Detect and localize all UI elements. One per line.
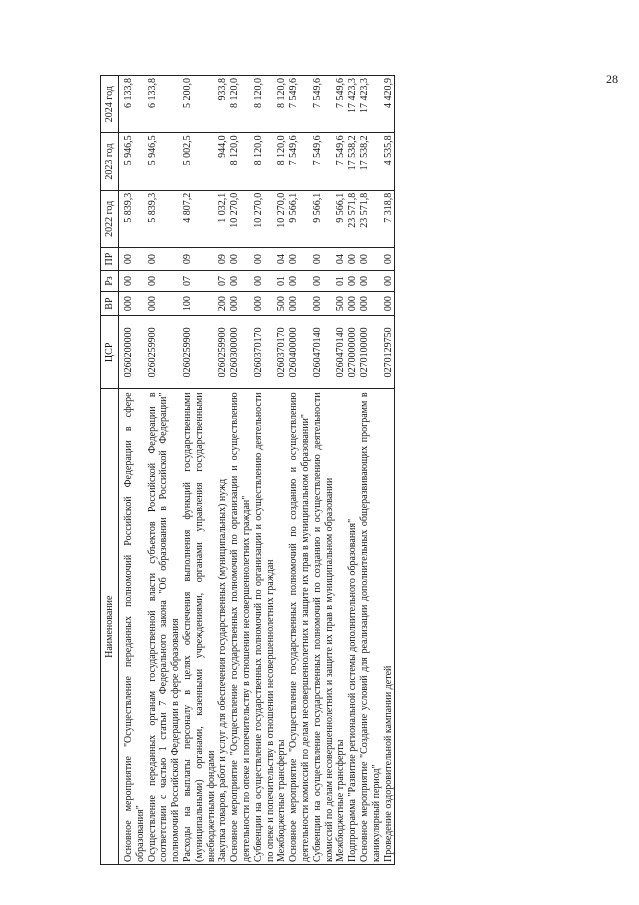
row-2022-cell: 10 270,0 [253, 190, 277, 247]
row-2024-cell: 7 549,6 [335, 76, 347, 133]
row-vr-cell: 000 [123, 291, 147, 315]
row-csr-cell: 0260470140 [312, 316, 336, 389]
row-2023-cell: 8 120,0 [253, 133, 277, 190]
row-2024-cell: 5 200,0 [182, 76, 217, 133]
row-2024-cell: 7 549,6 [288, 76, 312, 133]
row-pr-cell: 09 [182, 248, 217, 271]
page-number: 28 [606, 72, 618, 86]
row-pr-cell: 00 [383, 248, 395, 271]
budget-table [100, 75, 395, 865]
row-2023-cell: 5 002,5 [182, 133, 217, 190]
row-2024-cell: 17 423,3 [359, 76, 383, 133]
row-rz-cell: 00 [147, 271, 182, 292]
row-name-cell: Проведение оздоровительной кампании детей [383, 389, 395, 865]
row-name-cell: Субвенции на осуществление государственных полномочий по созданию и осуществлению деятельности комиссий по делам несовершеннолетних и защите их прав в муниципальном образовании [312, 389, 336, 865]
row-2022-cell: 23 571,8 [347, 190, 359, 247]
row-2022-cell: 23 571,8 [359, 190, 383, 247]
row-2022-cell: 9 566,1 [288, 190, 312, 247]
row-2024-cell: 8 120,0 [276, 76, 288, 133]
row-pr-cell: 04 [276, 248, 288, 271]
row-rz-cell: 01 [276, 271, 288, 292]
table-row [288, 76, 312, 865]
row-name-cell: Основное мероприятие "Создание условий для реализации дополнительных общеразвивающих программ в каникулярный период" [359, 389, 383, 865]
row-2023-cell: 8 120,0 [229, 133, 253, 190]
table-row [335, 76, 347, 865]
header-name: Наименование [101, 389, 119, 865]
table-row [276, 76, 288, 865]
row-2022-cell: 1 032,1 [217, 190, 229, 247]
row-csr-cell: 0260300000 [229, 316, 253, 389]
header-vr: ВР [101, 291, 119, 315]
table-row [229, 76, 253, 865]
row-2024-cell: 8 120,0 [253, 76, 277, 133]
header-2022: 2022 год [101, 190, 119, 247]
row-csr-cell: 0260470140 [335, 316, 347, 389]
row-pr-cell: 00 [347, 248, 359, 271]
row-2023-cell: 8 120,0 [276, 133, 288, 190]
row-2024-cell: 17 423,3 [347, 76, 359, 133]
row-name-cell: Субвенции на осуществление государственных полномочий по организации и осуществлению деятельности по опеке и попечительству в отношении несовершеннолетних граждан [253, 389, 277, 865]
row-2022-cell: 9 566,1 [335, 190, 347, 247]
row-vr-cell: 500 [276, 291, 288, 315]
row-csr-cell: 0260259900 [217, 316, 229, 389]
row-csr-cell: 0270000000 [347, 316, 359, 389]
row-vr-cell: 000 [229, 291, 253, 315]
table-header [101, 76, 119, 865]
row-pr-cell: 00 [359, 248, 383, 271]
row-csr-cell: 0260370170 [253, 316, 277, 389]
row-rz-cell: 00 [229, 271, 253, 292]
row-pr-cell: 04 [335, 248, 347, 271]
row-pr-cell: 00 [312, 248, 336, 271]
row-vr-cell: 000 [359, 291, 383, 315]
row-2022-cell: 10 270,0 [229, 190, 253, 247]
row-rz-cell: 00 [347, 271, 359, 292]
row-2023-cell: 4 535,8 [383, 133, 395, 190]
row-rz-cell: 00 [288, 271, 312, 292]
row-rz-cell: 00 [312, 271, 336, 292]
row-rz-cell: 01 [335, 271, 347, 292]
row-pr-cell: 00 [288, 248, 312, 271]
row-2022-cell: 7 318,8 [383, 190, 395, 247]
row-vr-cell: 500 [335, 291, 347, 315]
row-2023-cell: 5 946,5 [147, 133, 182, 190]
table-row [359, 76, 383, 865]
row-2023-cell: 17 538,2 [359, 133, 383, 190]
table-row [253, 76, 277, 865]
row-2024-cell: 6 133,8 [147, 76, 182, 133]
table-row [383, 76, 395, 865]
row-csr-cell: 0260259900 [182, 316, 217, 389]
table-row [217, 76, 229, 865]
row-rz-cell: 00 [123, 271, 147, 292]
row-2022-cell: 10 270,0 [276, 190, 288, 247]
row-name-cell: Осуществление переданных органам государственной власти субъектов Российской Федерации в соответствии с частью 1 статьи 7 Федерального закона "Об образовании в Российской Федерации" полномочий Российской Федерации в сфере образования [147, 389, 182, 865]
header-2023: 2023 год [101, 133, 119, 190]
row-2023-cell: 17 538,2 [347, 133, 359, 190]
row-2024-cell: 7 549,6 [312, 76, 336, 133]
row-vr-cell: 000 [147, 291, 182, 315]
header-2024: 2024 год [101, 76, 119, 133]
row-name-cell: Основное мероприятие "Осуществление государственных полномочий по организации и осуществлению деятельности по опеке и попечительству в отношении несовершеннолетних граждан" [229, 389, 253, 865]
row-2023-cell: 7 549,6 [335, 133, 347, 190]
row-name-cell: Межбюджетные трансферты [276, 389, 288, 865]
row-name-cell: Расходы на выплаты персоналу в целях обеспечения выполнения функций государственными (муниципальными) органами, казенными учреждениями, органами управления государственными внебюджетными фондами [182, 389, 217, 865]
row-vr-cell: 000 [383, 291, 395, 315]
row-2022-cell: 5 839,3 [123, 190, 147, 247]
header-rz: Рз [101, 271, 119, 292]
row-rz-cell: 00 [383, 271, 395, 292]
row-csr-cell: 0260259900 [147, 316, 182, 389]
row-vr-cell: 000 [253, 291, 277, 315]
row-csr-cell: 0260400000 [288, 316, 312, 389]
table-row [147, 76, 182, 865]
row-2022-cell: 9 566,1 [312, 190, 336, 247]
row-rz-cell: 07 [217, 271, 229, 292]
row-name-cell: Закупка товаров, работ и услуг для обеспечения государственных (муниципальных) нужд [217, 389, 229, 865]
header-csr: ЦСР [101, 316, 119, 389]
row-2023-cell: 944,0 [217, 133, 229, 190]
row-vr-cell: 000 [312, 291, 336, 315]
row-pr-cell: 00 [229, 248, 253, 271]
row-2024-cell: 4 420,9 [383, 76, 395, 133]
row-csr-cell: 0270129750 [383, 316, 395, 389]
row-csr-cell: 0260200000 [123, 316, 147, 389]
table-row [123, 76, 147, 865]
row-2022-cell: 5 839,3 [147, 190, 182, 247]
header-pr: ПР [101, 248, 119, 271]
row-pr-cell: 00 [123, 248, 147, 271]
row-pr-cell: 00 [253, 248, 277, 271]
table-row [347, 76, 359, 865]
row-name-cell: Подпрограмма "Развитие региональной системы дополнительного образования" [347, 389, 359, 865]
row-name-cell: Межбюджетные трансферты [335, 389, 347, 865]
row-name-cell: Основное мероприятие "Осуществление переданных полномочий Российской Федерации в сфере образования" [123, 389, 147, 865]
rotated-table-area [100, 75, 610, 865]
row-rz-cell: 00 [253, 271, 277, 292]
row-rz-cell: 00 [359, 271, 383, 292]
row-csr-cell: 0260370170 [276, 316, 288, 389]
row-rz-cell: 07 [182, 271, 217, 292]
row-vr-cell: 000 [288, 291, 312, 315]
row-vr-cell: 200 [217, 291, 229, 315]
row-2022-cell: 4 807,2 [182, 190, 217, 247]
table-row [182, 76, 217, 865]
table-body [119, 76, 395, 865]
row-2024-cell: 6 133,8 [123, 76, 147, 133]
row-pr-cell: 09 [217, 248, 229, 271]
row-2023-cell: 7 549,6 [288, 133, 312, 190]
row-vr-cell: 000 [347, 291, 359, 315]
row-vr-cell: 100 [182, 291, 217, 315]
header-row [101, 76, 119, 865]
row-2024-cell: 8 120,0 [229, 76, 253, 133]
table-row [312, 76, 336, 865]
row-pr-cell: 00 [147, 248, 182, 271]
row-2023-cell: 5 946,5 [123, 133, 147, 190]
rotated-table-container [100, 75, 610, 865]
row-2024-cell: 933,8 [217, 76, 229, 133]
row-2023-cell: 7 549,6 [312, 133, 336, 190]
row-name-cell: Основное мероприятие "Осуществление государственных полномочий по созданию и осуществлению деятельности комиссий по делам несовершеннолетних и защите их прав в муниципальном образовании" [288, 389, 312, 865]
row-csr-cell: 0270100000 [359, 316, 383, 389]
